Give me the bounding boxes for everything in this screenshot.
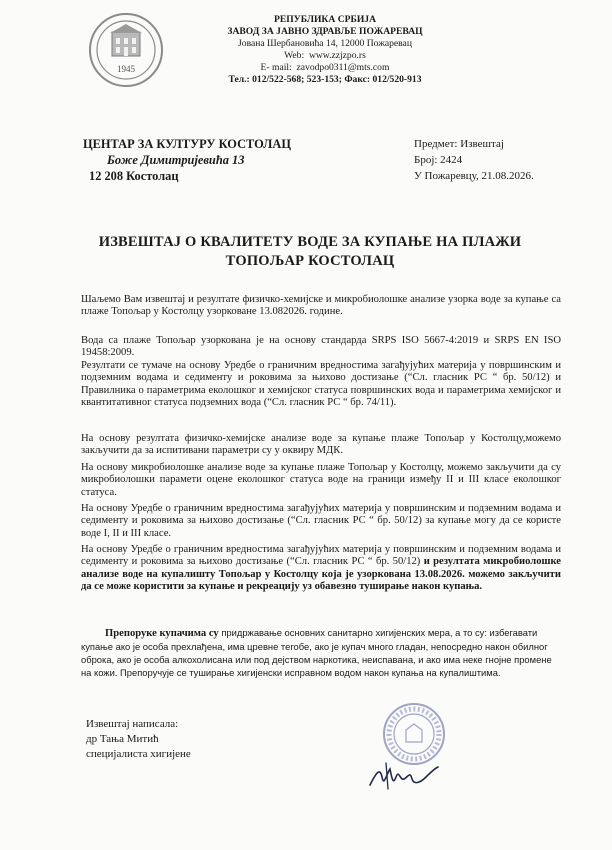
header-institution: ЗАВОД ЗА ЈАВНО ЗДРАВЉЕ ПОЖАРЕВАЦ [227,26,423,37]
signatory-title: специјалиста хигијене [86,748,191,760]
header-email [205,62,445,74]
logo-year: 1945 [117,64,135,74]
letterhead [205,14,445,86]
document-place-date: У Пожаревцу, 21.08.2026. [414,170,534,182]
web-value: www.zzjzpo.rs [308,50,366,61]
signature-block [86,717,191,762]
document-meta [414,136,534,184]
web-label: Web: [284,50,305,61]
email-value: zavodpo0311@mts.com [296,62,390,73]
paragraph-6: На основу Уредбе о граничним вредностима загађујућих материја у површинским и подземним водама и седименту и роковима за њихово достизање (“Сл. гласник РС “ бр. 50/12) за купање могу да се користе воде I, II и III класе. [81,503,561,539]
recommendations-lead: Препоруке купачима су [105,628,219,639]
paragraph-4: На основу резултата физичко-хемијске анализе воде за купање плаже Топољар у Костолцу,можемо закључити да за испитивани параметри су у оквиру МДК. [81,433,561,457]
document-subject: Предмет: Извештај [414,138,504,150]
header-phone: Тел.: 012/522-568; 523-153; Факс: 012/520-913 [228,74,422,85]
paragraph-7-text: На основу Уредбе о граничним вредностима загађујућих материја у површинским и подземним водама и седименту и роковима за њихово достизање (“Сл. гласник РС “ бр. 50/12) [81,544,561,568]
header-web [205,50,445,62]
paragraph-7-conclusion: и резултата микробиолошке анализе воде на купалишту Топољар у Костолцу која је узоркована 13.08.2026. можемо закључити да се може користити за купање и рекреацију уз обавезно туширање након купања. [81,556,562,593]
recommendations [81,626,561,679]
recipient-name: ЦЕНТАР ЗА КУЛТУРУ КОСТОЛАЦ [83,137,291,151]
handwritten-signature [366,755,442,797]
recipient-city: 12 208 Костолац [89,169,179,183]
institute-logo [88,12,164,88]
recipient-block [83,136,323,184]
paragraph-2: Вода са плаже Топољар узоркована је на основу стандарда SRPS ISO 5667-4:2019 и SRPS EN ISO 19458:2009. [81,335,561,359]
header-country: РЕПУБЛИКА СРБИЈА [273,14,377,25]
signature-caption: Извештај написала: [86,718,179,730]
header-address: Јована Шербановића 14, 12000 Пожаревац [238,38,412,49]
paragraph-5: На основу микробиолошке анализе воде за купање плаже Топољар у Костолцу, можемо закључити да су микробиолошки парамети оцене еколошког статуса воде на граници између II и III класе еколошког статуса. [81,462,561,498]
paragraph-3: Резултати се тумаче на основу Уредбе о граничним вредностима загађујућих материја у површинским и подземним водама и седименту и роковима за њихово достизање (“Сл. гласник РС “ бр. 50/12) и Правилника о параметрима еколошког и хемијског статуса површинских вода и параметрима хемијског и квантитативног статуса подземних вода (“Сл. гласник РС “ бр. 74/11). [81,360,561,409]
document-number: Број: 2424 [414,154,463,166]
signatory-name: др Тања Митић [86,733,159,745]
recommendations-text: придржавање основних санитарно хигијенских мера, а то су: избегавати купање ако је особа прехлађена, има цревне тегобе, ако је купач много гладан, непосредно након обилног оброка, ако је особа алкохолисана или под дејством наркотика, неиспавана, и ако има неке гнојне промене на кожи. Препоручује се туширање хигијенски исправном водом након купања на купалиштима. [81,627,552,678]
report-title [70,233,550,271]
paragraph-1: Шаљемо Вам извештај и резултате физичко-хемијске и микробиолошке анализе узорка воде за купање са плаже Топољар у Костолцу узорковане 13.082026. године. [81,294,561,318]
recipient-street: Боже Димитријевића 13 [107,153,245,167]
report-title-line2: ТОПОЉАР КОСТОЛАЦ [225,253,395,269]
paragraph-7 [81,544,561,594]
report-title-line1: ИЗВЕШТАЈ О КВАЛИТЕТУ ВОДЕ ЗА КУПАЊЕ НА ПЛАЖИ [98,234,522,250]
email-label: E- mail: [260,62,292,73]
